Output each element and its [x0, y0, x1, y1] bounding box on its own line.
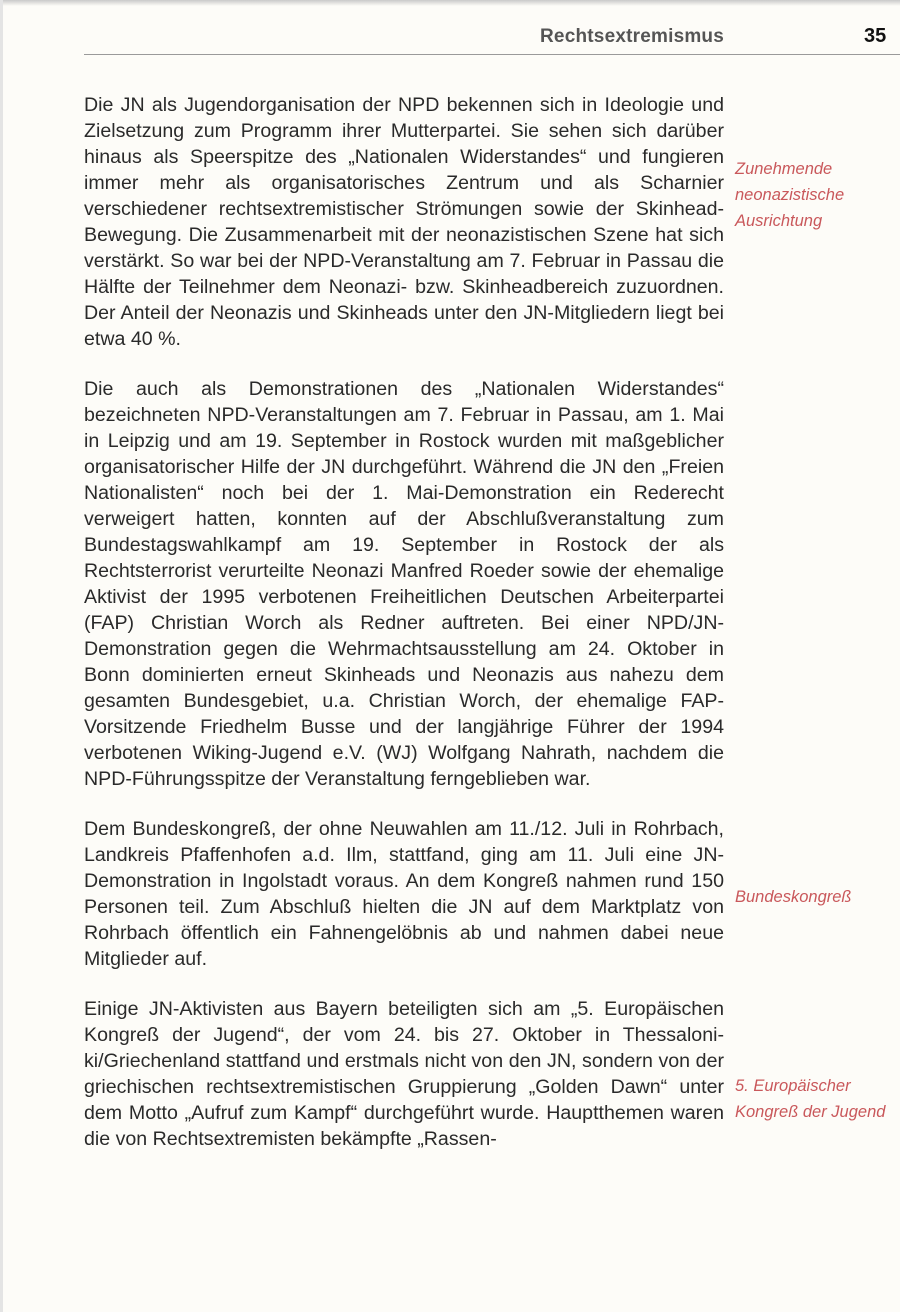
paragraph-bundeskongress: Dem Bundeskongreß, der ohne Neuwahlen am 11./12. Juli in Rohrbach, Landkreis Pfaffenhofen a.d. Ilm, stattfand, ging am 11. Juli eine JN-Demonstration in Ingolstadt voraus. An dem Kongreß nahmen rund 150 Personen teil. Zum Abschluß hielten die JN auf dem Marktplatz von Rohrbach öffentlich ein Fahnengelöbnis ab und nahmen dabei neue Mitglieder auf. — [84, 818, 724, 970]
page-top-shadow — [0, 0, 900, 6]
page-left-edge — [0, 0, 3, 1312]
header-divider — [84, 54, 900, 55]
paragraph-european-congress: Einige JN-Aktivisten aus Bayern beteiligten sich am „5. Europäischen Kongreß der Jugend“, der vom 24. bis 27. Oktober in Thessaloniki/Griechenland stattfand und erstmals nicht von den JN, sondern von der griechischen rechtsextremistischen Gruppierung „Golden Dawn“ unter dem Motto „Aufruf zum Kampf“ durchgeführt wurde. Hauptthemen waren die von Rechtsextremisten bekämpfte „Rassen- — [84, 998, 724, 1150]
page-number: 35 — [864, 25, 887, 47]
margin-note-bundeskongress: Bundeskongreß — [735, 888, 852, 906]
margin-note-european-congress: 5. Europäischer Kongreß der Jugend — [735, 1077, 886, 1121]
paragraph-jn-ideology: Die JN als Jugendorganisation der NPD bekennen sich in Ideologie und Zielsetzung zum Programm ihrer Mutterpartei. Sie sehen sich darüber hinaus als Speerspitze des „Nationalen Widerstandes“ und fungieren immer mehr als organisatorisches Zentrum und als Scharnier verschiedener rechtsextremistischer Strömungen sowie der Skinhead-Bewegung. Die Zusammenarbeit mit der neonazistischen Szene hat sich verstärkt. So war bei der NPD-Veranstaltung am 7. Februar in Passau die Hälfte der Teilnehmer dem Neonazi- bzw. Skinheadbereich zuzuordnen. Der Anteil der Neonazis und Skinheads unter den JN-Mitgliedern liegt bei etwa 40 %. — [84, 94, 724, 350]
main-text-column — [84, 92, 724, 1176]
margin-note-neonazi-orientation: Zunehmende neonazistische Ausrichtung — [735, 160, 845, 230]
paragraph-demonstrations: Die auch als Demonstrationen des „Nationalen Widerstandes“ bezeichneten NPD-Veranstaltungen am 7. Februar in Passau, am 1. Mai in Leipzig und am 19. September in Rostock wurden mit maßgeblicher organisatorischer Hilfe der JN durchgeführt. Während die JN den „Freien Nationalisten“ noch bei der 1. Mai-Demonstration ein Rederecht verweigert hatten, konnten auf der Abschlußveranstaltung zum Bundestagswahlkampf am 19. September in Rostock der als Rechtsterrorist verurteilte Neonazi Manfred Roeder sowie der ehemalige Aktivist der 1995 verbotenen Freiheitlichen Deutschen Arbeiterpartei (FAP) Christian Worch als Redner auftreten. Bei einer NPD/JN-Demonstration gegen die Wehrmachtsausstellung am 24. Oktober in Bonn dominierten erneut Skinheads und Neonazis aus nahezu dem gesamten Bundesgebiet, u.a. Christian Worch, der ehemalige FAP-Vorsitzende Friedhelm Busse und der langjährige Führer der 1994 verbotenen Wiking-Jugend e.V. (WJ) Wolfgang Nahrath, nachdem die NPD-Führungsspitze der Veranstaltung ferngeblieben war. — [84, 378, 724, 790]
running-header-title: Rechtsextremismus — [540, 26, 724, 47]
running-header — [84, 24, 724, 54]
